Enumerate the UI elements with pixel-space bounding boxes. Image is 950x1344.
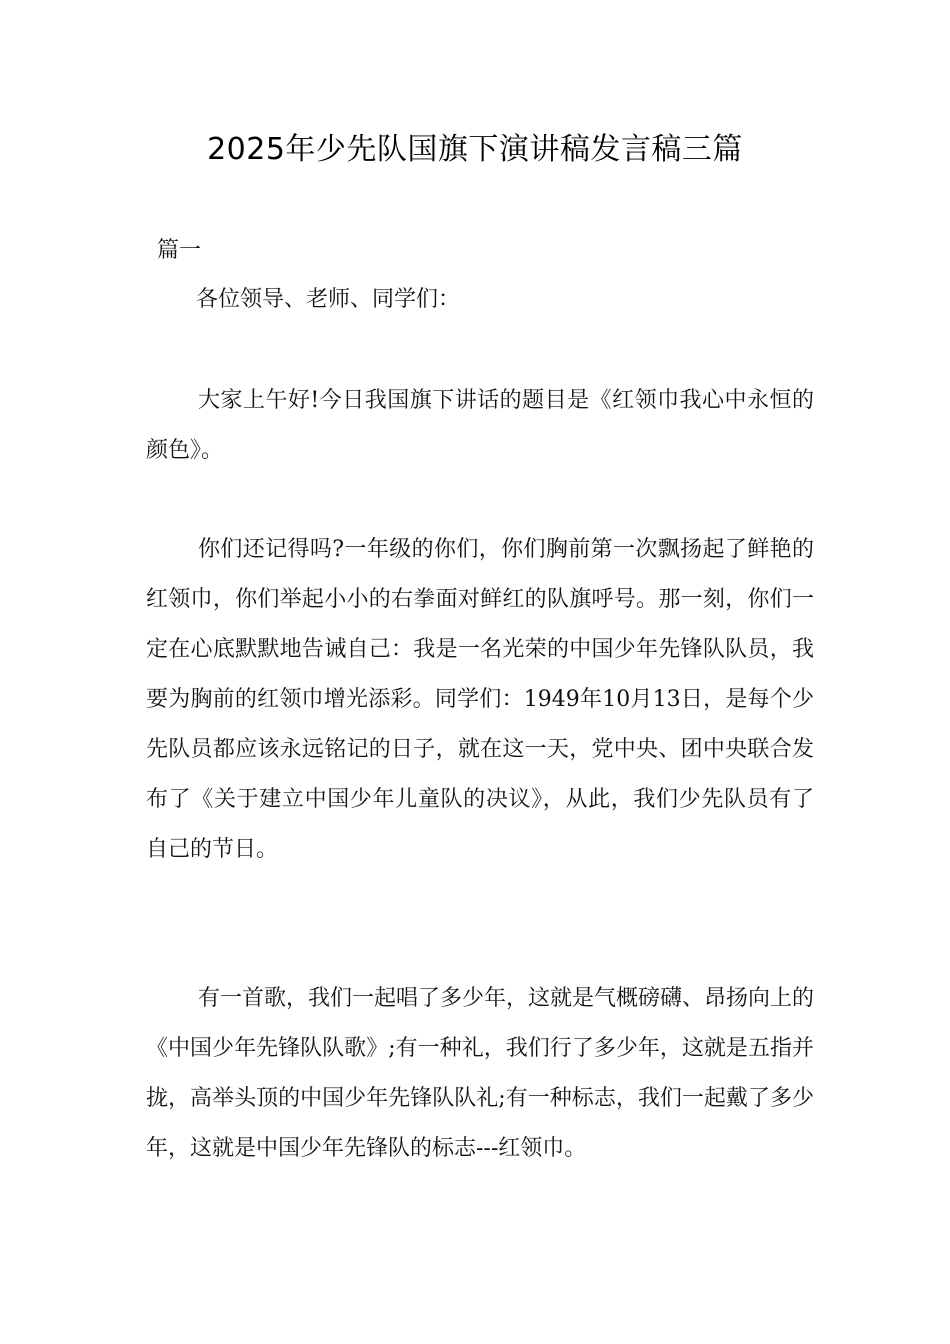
greeting-line: 各位领导、老师、同学们：	[196, 287, 461, 312]
paragraph: 你们还记得吗?一年级的你们，你们胸前第一次飘扬起了鲜艳的红领巾，你们举起小小的右拳面对鲜红的队旗呼号。那一刻，你们一定在心底默默地告诫自己：我是一名光荣的中国少年先锋队队员，我要为胸前的红领巾增光添彩。同学们：1949年10月13日，是每个少先队员都应该永远铭记的日子，就在这一天，党中央、团中央联合发布了《关于建立中国少年儿童队的决议》，从此，我们少先队员有了自己的节日。	[146, 537, 814, 862]
paragraph: 大家上午好!今日我国旗下讲话的题目是《红领巾我心中永恒的颜色》。	[146, 388, 814, 463]
paragraph: 有一首歌，我们一起唱了多少年，这就是气概磅礴、昂扬向上的《中国少年先锋队队歌》;有一种礼，我们行了多少年，这就是五指并拢，高举头顶的中国少年先锋队队礼;有一种标志，我们一起戴了多少年，这就是中国少年先锋队的标志---红领巾。	[146, 986, 815, 1161]
section-label: 篇一	[157, 238, 202, 263]
document-title: 2025年少先队国旗下演讲稿发言稿三篇	[207, 132, 743, 167]
